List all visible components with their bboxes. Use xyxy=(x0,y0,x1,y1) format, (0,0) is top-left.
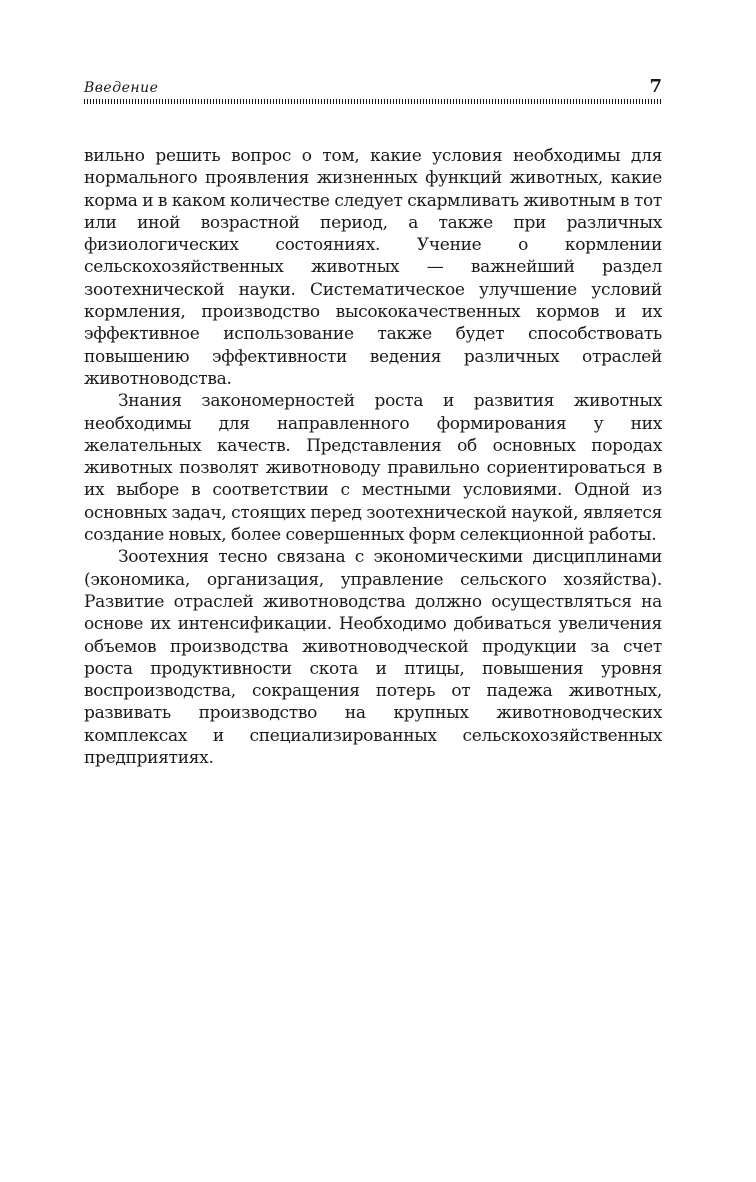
page-number: 7 xyxy=(649,76,662,97)
running-head: Введение xyxy=(84,80,159,96)
paragraph-3: Зоотехния тесно связана с экономическими дисциплинами (экономика, организация, управление сельского хозяйства). Развитие отраслей животноводства должно осуществляться на основе их интенсификации. Необходимо добиваться увеличения объемов производства животноводческой продукции за счет роста продуктивности скота и птицы, повышения уровня воспроизводства, сокращения потерь от падежа животных, развивать производство на крупных животноводческих комплексах и специализированных сельскохозяйственных предприятиях. xyxy=(84,547,662,769)
body-text xyxy=(84,145,662,769)
paragraph-1: вильно решить вопрос о том, какие условия необходимы для нормального проявления жизненных функций животных, какие корма и в каком количестве следует скармливать животным в тот или иной возрастной период, а также при различных физиологических состояниях. Учение о кормлении сельскохозяйственных животных — важнейший раздел зоотехнической науки. Систематическое улучшение условий кормления, производство высококачественных кормов и их эффективное использование также будет способствовать повышению эффективности ведения различных отраслей животноводства. xyxy=(84,146,662,389)
header-rule xyxy=(84,99,662,104)
page-header xyxy=(84,76,662,106)
paragraph-2: Знания закономерностей роста и развития животных необходимы для направленного формирования у них желательных качеств. Представления об основных породах животных позволят животноводу правильно сориентироваться в их выборе в соответствии с местными условиями. Одной из основных задач, стоящих перед зоотехнической наукой, является создание новых, более совершенных форм селекционной работы. xyxy=(84,391,662,546)
